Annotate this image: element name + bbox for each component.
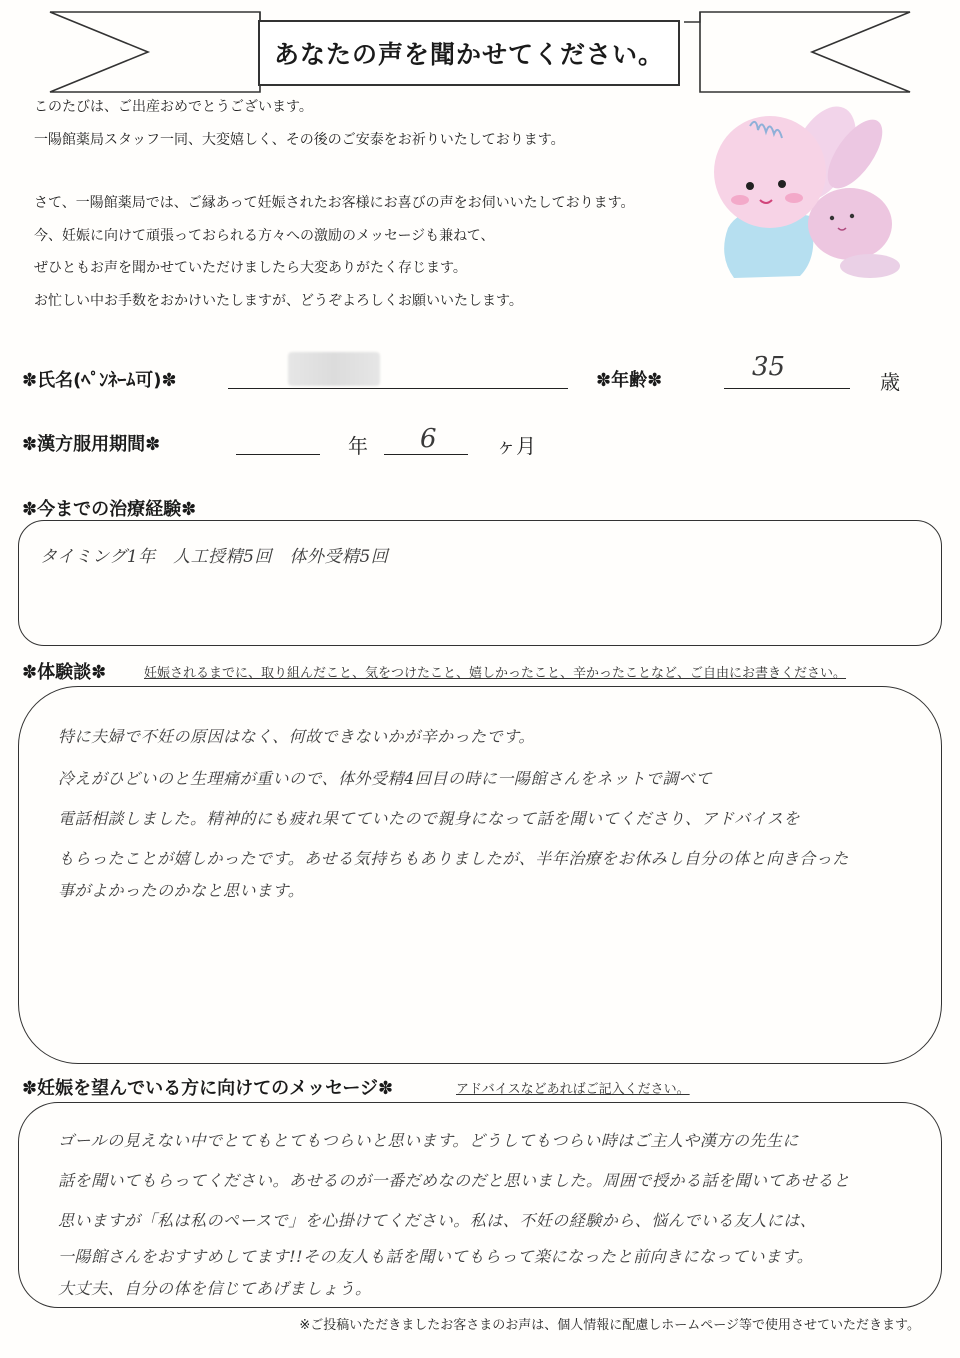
- treatment-box[interactable]: [18, 520, 942, 646]
- intro-line: 一陽館薬局スタッフ一同、大変嬉しく、その後のご安泰をお祈りいたしております。: [34, 132, 565, 148]
- intro-line: 今、妊娠に向けて頑張っておられる方々への激励のメッセージも兼ねて、: [34, 228, 495, 244]
- intro-line: お忙しい中お手数をおかけいたしますが、どうぞよろしくお願いいたします。: [34, 293, 523, 309]
- name-label: ✽氏名(ﾍﾟﾝﾈｰﾑ可)✽: [22, 370, 177, 391]
- intro-line: このたびは、ご出産おめでとうございます。: [34, 99, 313, 115]
- name-field[interactable]: [228, 388, 568, 389]
- privacy-note: ※ご投稿いただきましたお客さまのお声は、個人情報に配慮しホームページ等で使用させていただきます。: [299, 1318, 920, 1333]
- message-line: 大丈夫、自分の体を信じてあげましょう。: [58, 1279, 372, 1298]
- message-line: ゴールの見えない中でとてもとてもつらいと思います。どうしてもつらい時はご主人や漢方の先生に: [58, 1131, 799, 1150]
- period-months-field[interactable]: [384, 454, 468, 455]
- message-title: ✽妊娠を望んでいる方に向けてのメッセージ✽: [22, 1078, 394, 1099]
- age-unit: 歳: [880, 370, 900, 394]
- message-line: 思いますが「私は私のペースで」を心掛けてください。私は、不妊の経験から、悩んでいる友人には、: [58, 1211, 817, 1230]
- experience-line: 冷えがひどいのと生理痛が重いので、体外受精4回目の時に一陽館さんをネットで調べて: [58, 769, 712, 788]
- period-months-value: 6: [420, 424, 437, 454]
- message-line: 話を聞いてもらってください。あせるのが一番だめなのだと思いました。周囲で授かる話を聞いてあせると: [58, 1171, 851, 1190]
- experience-line: 電話相談しました。精神的にも疲れ果てていたので親身になって話を聞いてくださり、アドバイスを: [58, 809, 801, 828]
- experience-title: ✽体験談✽: [22, 662, 107, 683]
- period-years-unit: 年: [348, 434, 368, 458]
- age-field[interactable]: [724, 388, 850, 389]
- treatment-text: タイミング1年 人工授精5回 体外受精5回: [40, 547, 389, 567]
- age-label: ✽年齢✽: [596, 370, 663, 391]
- name-redaction: [288, 352, 380, 386]
- experience-line: もらったことが嬉しかったです。あせる気持ちもありましたが、半年治療をお休みし自分の体と向き合った: [58, 849, 849, 868]
- banner-title-box: [258, 20, 680, 86]
- age-value: 35: [752, 352, 786, 382]
- period-years-field[interactable]: [236, 454, 320, 455]
- experience-line: 特に夫婦で不妊の原因はなく、何故できないかが辛かったです。: [58, 727, 535, 746]
- intro-line: ぜひともお声を聞かせていただけましたら大変ありがたく存じます。: [34, 260, 467, 276]
- experience-hint: 妊娠されるまでに、取り組んだこと、気をつけたこと、嬉しかったこと、辛かったことなど、ご自由にお書きください。: [144, 666, 847, 681]
- experience-line: 事がよかったのかなと思います。: [58, 881, 305, 900]
- message-hint: アドバイスなどあればご記入ください。: [456, 1082, 690, 1097]
- message-line: 一陽館さんをおすすめしてます!!その友人も話を聞いてもらって楽になったと前向きになっています。: [58, 1247, 814, 1266]
- treatment-title: ✽今までの治療経験✽: [22, 499, 197, 520]
- intro-line: さて、一陽館薬局では、ご縁あって妊娠されたお客様にお喜びの声をお伺いいたしております。: [34, 195, 635, 211]
- baby-bunny-illustration: [700, 106, 920, 286]
- period-months-unit: ヶ月: [496, 434, 536, 458]
- page-title: あなたの声を聞かせてください。: [273, 40, 664, 69]
- period-label: ✽漢方服用期間✽: [22, 434, 161, 455]
